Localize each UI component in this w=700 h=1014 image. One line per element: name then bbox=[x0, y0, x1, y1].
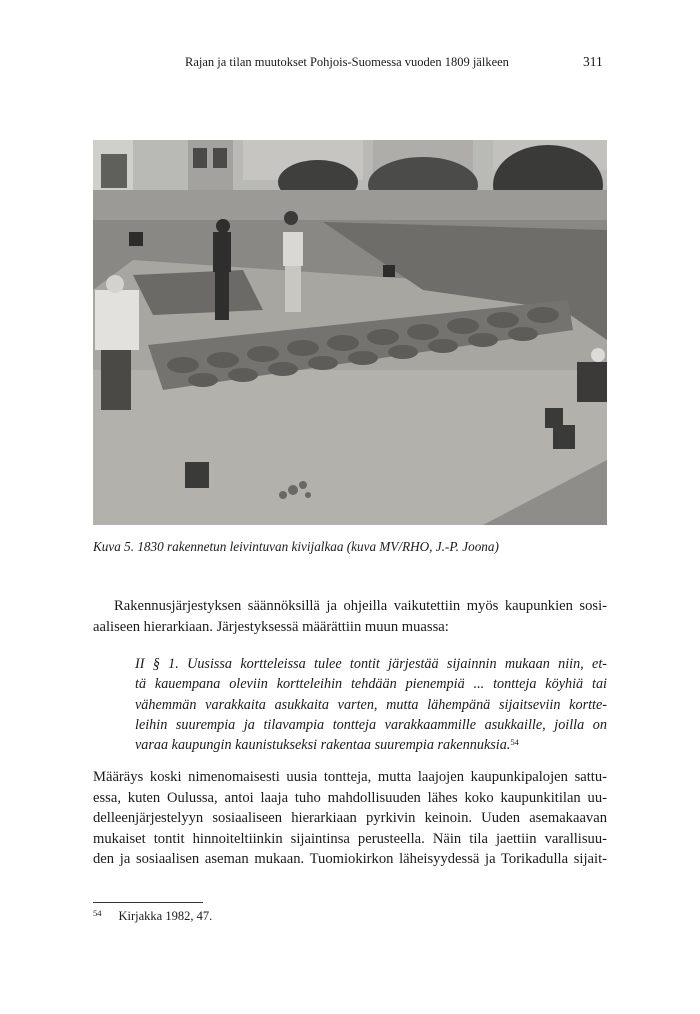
excavation-photo bbox=[93, 140, 607, 525]
footnote-text: Kirjakka 1982, 47. bbox=[118, 909, 213, 923]
footnote-divider bbox=[93, 902, 203, 903]
paragraph-1 bbox=[93, 596, 607, 637]
paragraph-2-line: delleenjärjestelyyn sosiaaliseen hierarkiaan pyrkivin keinoin. Uuden asemakaavan bbox=[93, 810, 607, 826]
figure-caption: Kuva 5. 1830 rakennetun leivintuvan kivijalkaa (kuva MV/RHO, J.-P. Joona) bbox=[93, 539, 499, 554]
paragraph-2-line: mukaiset tontit hinnoiteltiinkin sijaintinsa perusteella. Näin tila jaettiin varallisuu- bbox=[93, 830, 607, 847]
paragraph-1-line: aaliseen hierarkiaan. Järjestyksessä määrättiin muun muassa: bbox=[93, 618, 449, 635]
paragraph-2-line: den ja sosiaalisen aseman mukaan. Tuomiokirkon läheisyydessä ja Torikadulla sijait- bbox=[93, 851, 607, 867]
block-quote-last-line bbox=[135, 735, 607, 755]
page-number: 311 bbox=[583, 54, 603, 69]
paragraph-2-line: Määräys koski nimenomaisesti uusia tontteja, mutta laajojen kaupunkipalojen sattu- bbox=[93, 769, 607, 785]
paragraph-1-line: Rakennusjärjestyksen säännöksillä ja ohjeilla vaikutettiin myös kaupunkien sosi- bbox=[114, 598, 607, 614]
block-quote-line: vähemmän varakkaita asukkaita varten, mutta lähempänä sijaitseviin kortte- bbox=[135, 696, 607, 713]
running-head: Rajan ja tilan muutokset Pohjois-Suomessa vuoden 1809 jälkeen bbox=[185, 55, 509, 69]
paragraph-2-line: essa, kuten Oulussa, antoi laaja tuho mahdollisuuden lähes koko kaupunkitilan uu- bbox=[93, 789, 607, 806]
block-quote-line: varaa kaupungin kaunistukseksi rakentaa suurempia rakennuksia. bbox=[135, 737, 511, 754]
block-quote-line: tä kauempana oleviin kortteleihin tehdään pienempiä ... tontteja köyhiä tai bbox=[135, 676, 607, 693]
footnote-reference[interactable]: 54 bbox=[510, 737, 519, 748]
block-quote-line: leihin suurempia ja tilavampia tontteja varakkaammille asukkaille, joilla on bbox=[135, 716, 607, 733]
footnote bbox=[93, 909, 212, 924]
paragraph-2 bbox=[93, 767, 607, 870]
block-quote-line: II § 1. Uusissa kortteleissa tulee tontit järjestää sijainnin mukaan niin, et- bbox=[135, 656, 607, 672]
footnote-number: 54 bbox=[93, 908, 102, 918]
block-quote bbox=[135, 654, 607, 755]
